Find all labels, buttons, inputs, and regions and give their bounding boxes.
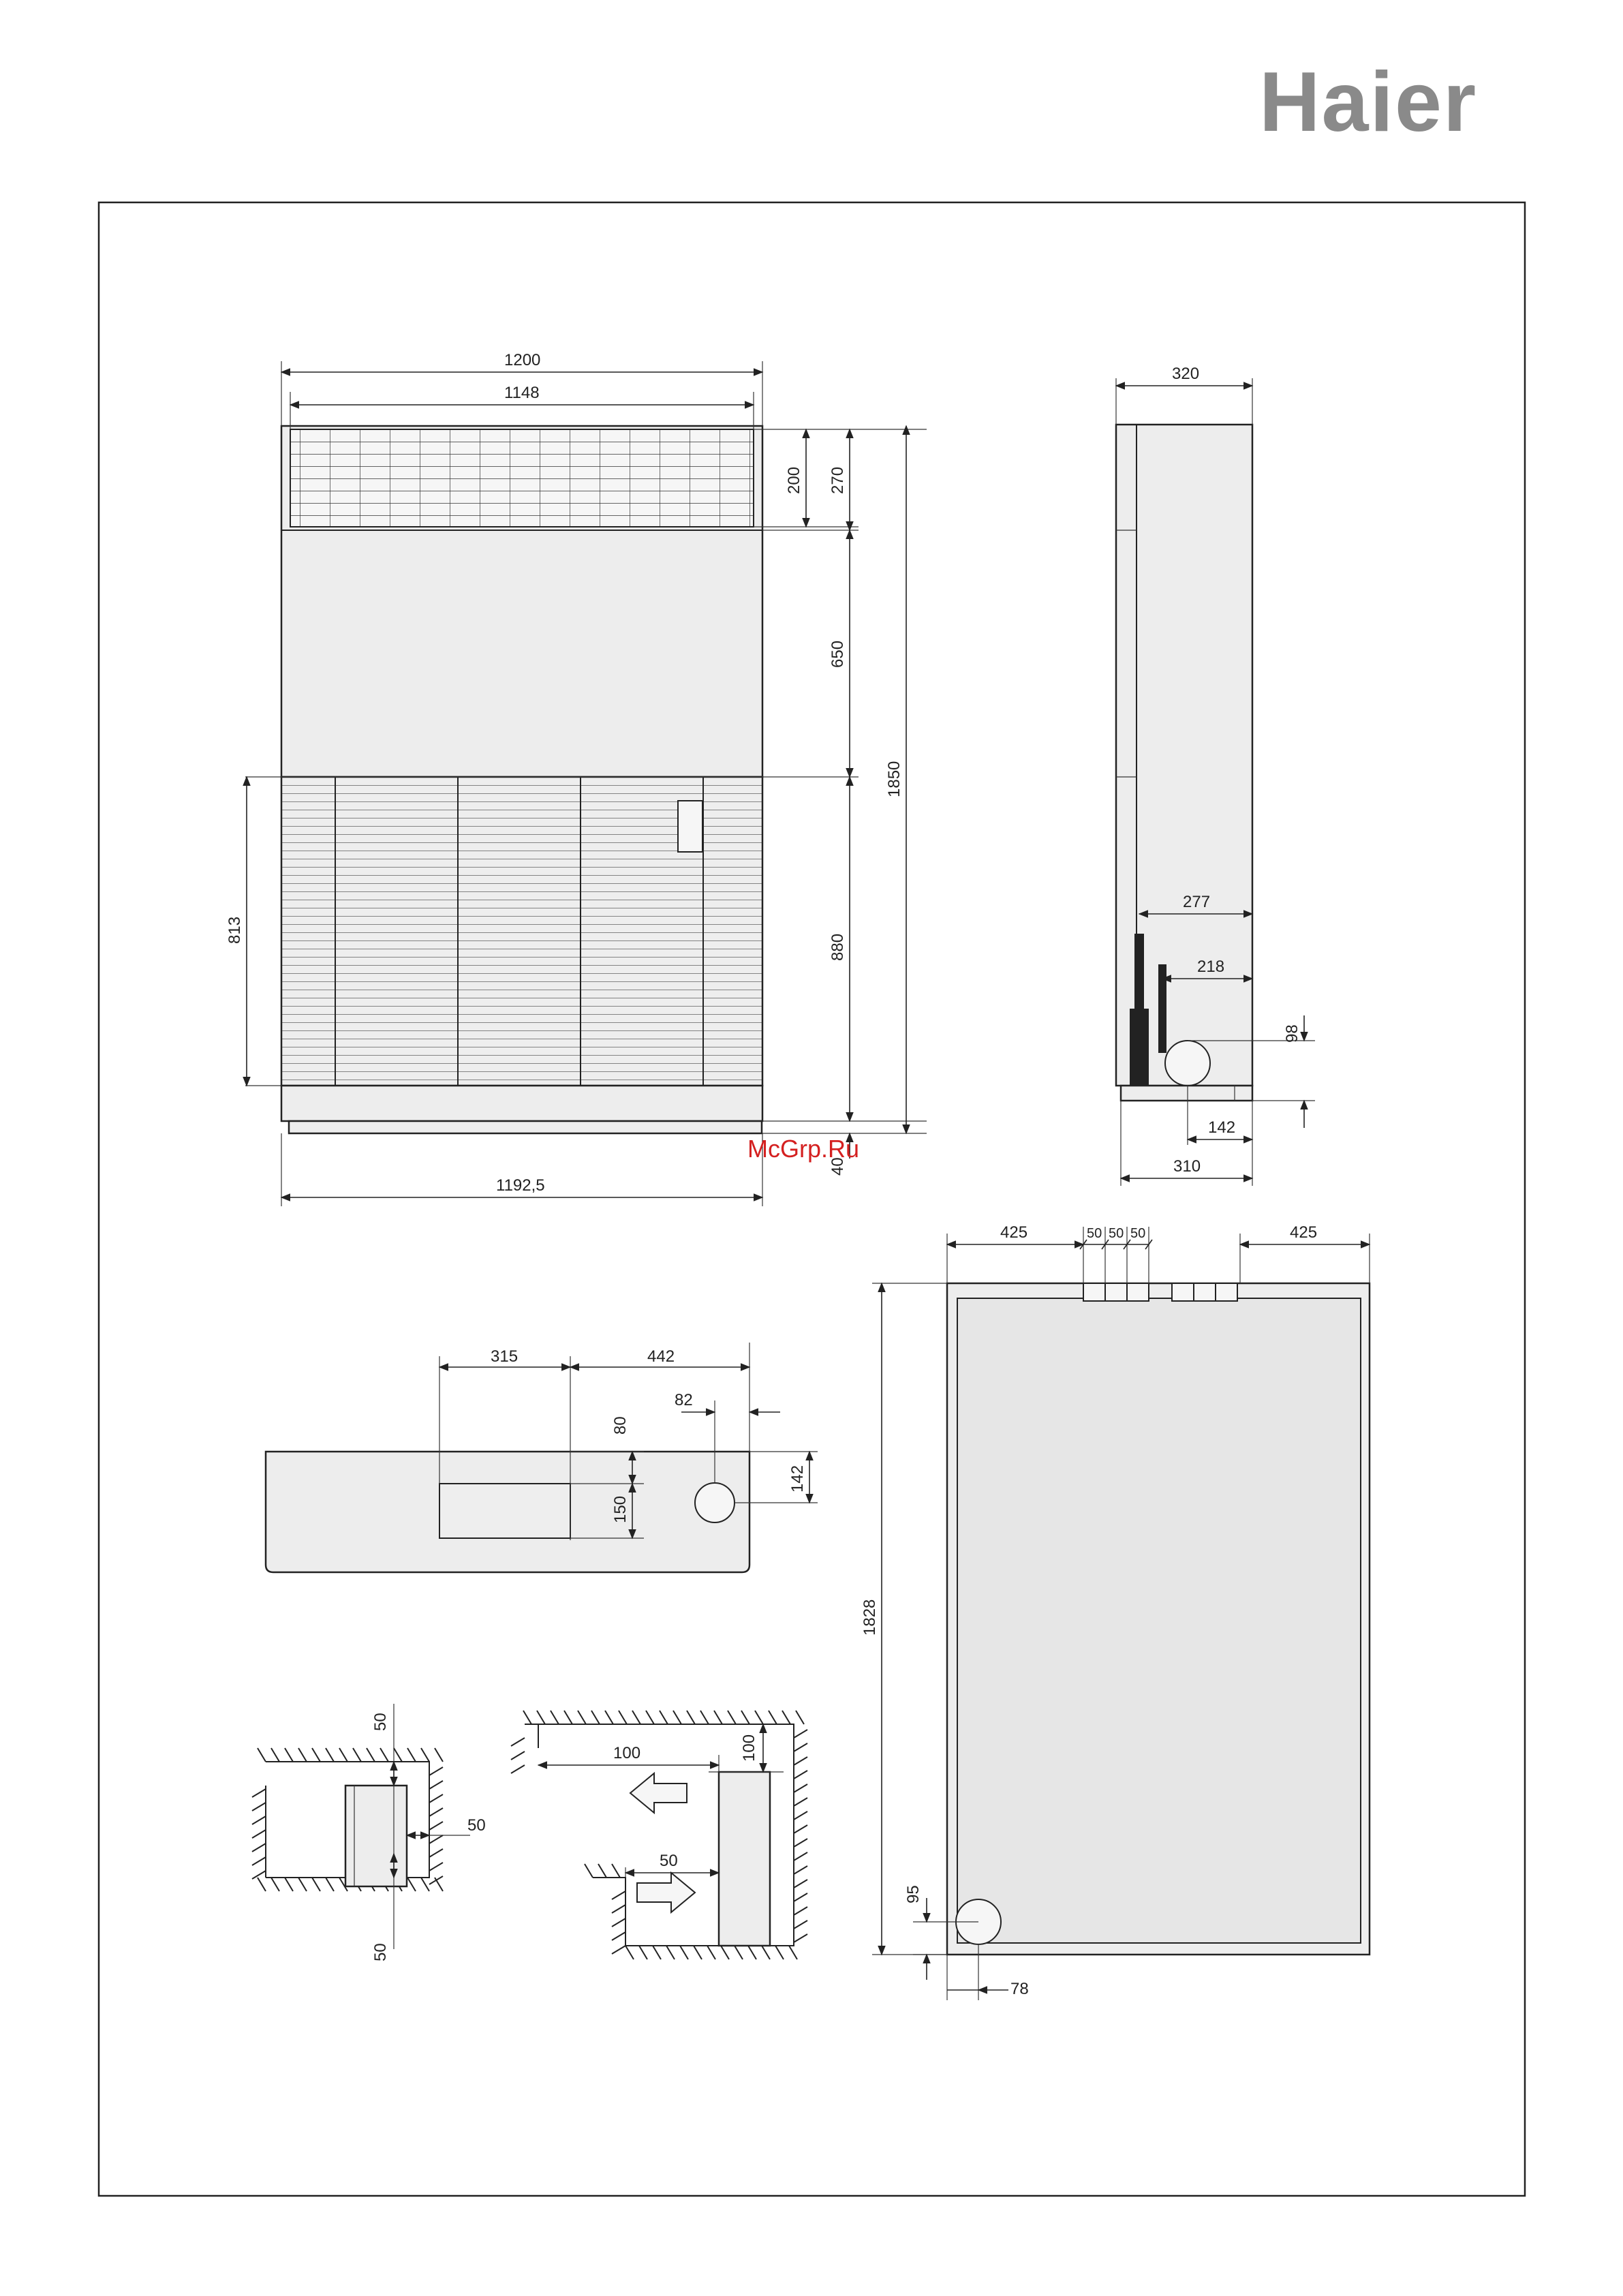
dim-base-length: 1828	[861, 1599, 879, 1636]
dim-pipe-offset-b: 218	[1197, 958, 1225, 976]
clearance-right	[511, 1711, 807, 1959]
dim-bolt-b: 50	[1109, 1226, 1124, 1241]
dim-top-section: 270	[829, 466, 847, 494]
dim-side-depth: 320	[1172, 365, 1200, 383]
base-plan-inner	[957, 1298, 1361, 1943]
clearance-right-unit	[719, 1772, 770, 1946]
dim-base-margin-right: 425	[1290, 1223, 1318, 1242]
dim-top-hole-y: 142	[788, 1465, 807, 1493]
airflow-arrow-in	[637, 1873, 695, 1912]
dim-grille-height: 200	[785, 466, 803, 494]
front-air-outlet-grille	[290, 429, 754, 527]
side-view	[1116, 365, 1315, 1186]
dim-front-width-total: 1200	[504, 351, 541, 369]
bolt-block-1	[1083, 1283, 1105, 1301]
dim-base-depth: 310	[1173, 1157, 1201, 1176]
watermark: McGrp.Ru	[747, 1135, 860, 1163]
airflow-arrow-out	[630, 1773, 687, 1813]
clearance-left	[252, 1704, 486, 1961]
dim-pipe-offset-a: 277	[1183, 893, 1211, 911]
top-drain-hole	[695, 1483, 735, 1522]
dim-base-width: 1192,5	[496, 1176, 545, 1195]
front-base	[289, 1121, 762, 1133]
bolt-block-6	[1216, 1283, 1237, 1301]
dim-top-hole-x: 82	[675, 1391, 693, 1409]
dim-clearance-left-bottom: 50	[371, 1943, 390, 1961]
dim-pipe-height: 98	[1283, 1024, 1301, 1043]
dim-base-gap: 40	[829, 1157, 847, 1176]
dim-base-hole-x: 78	[1010, 1980, 1029, 1998]
dim-lower-louver: 880	[829, 933, 847, 961]
dim-top-seg-b: 442	[647, 1347, 675, 1366]
dim-top-seg-a: 315	[491, 1347, 519, 1366]
dim-clearance-left-top: 50	[371, 1713, 390, 1731]
side-pipe-3	[1158, 964, 1166, 1053]
dim-front-width-inner: 1148	[504, 384, 540, 402]
dim-hole-offset: 142	[1208, 1118, 1236, 1137]
top-view	[266, 1343, 818, 1572]
top-service-opening	[439, 1484, 570, 1538]
dim-top-slot-height: 150	[611, 1495, 630, 1523]
side-pipe-2	[1130, 1009, 1149, 1086]
bolt-block-4	[1172, 1283, 1194, 1301]
front-bottom-panel	[281, 1086, 762, 1121]
dim-clearance-right-rear: 50	[660, 1852, 678, 1870]
dim-bolt-c: 50	[1130, 1226, 1146, 1241]
dim-base-margin-left: 425	[1000, 1223, 1028, 1242]
side-base	[1121, 1086, 1252, 1101]
dim-clearance-right-front: 100	[613, 1744, 641, 1762]
dim-clearance-right-top: 100	[740, 1734, 758, 1762]
side-drain-hole	[1165, 1041, 1210, 1086]
dim-bolt-a: 50	[1087, 1226, 1102, 1241]
haier-logo: Haier	[1259, 55, 1478, 149]
bolt-block-5	[1194, 1283, 1216, 1301]
dim-middle-panel: 650	[829, 640, 847, 668]
bolt-block-2	[1105, 1283, 1127, 1301]
dim-top-slot-top: 80	[611, 1416, 630, 1435]
dim-clearance-left-side: 50	[467, 1816, 486, 1835]
dim-base-hole-y: 95	[904, 1885, 923, 1903]
front-view	[226, 351, 927, 1206]
dim-louver-height: 813	[226, 916, 244, 944]
bolt-block-3	[1127, 1283, 1149, 1301]
front-control-panel	[678, 801, 702, 852]
dim-total-height: 1850	[885, 761, 903, 797]
base-plan-view	[861, 1223, 1370, 2000]
